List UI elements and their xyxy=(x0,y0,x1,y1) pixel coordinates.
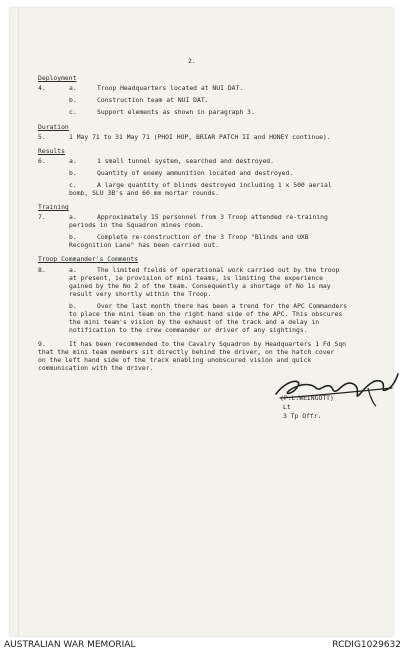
para-8-number: 8. xyxy=(38,266,46,274)
deployment-item-a-letter: a. xyxy=(69,84,77,92)
para-7-number: 7. xyxy=(38,213,46,221)
results-item-b: Quantity of enemy ammunition located and destroyed. xyxy=(97,169,294,177)
results-item-c-line2: bomb, SLU 3B's and 60 mm mortar rounds. xyxy=(69,189,220,197)
para-9-number: 9. xyxy=(38,340,46,348)
deployment-item-c: Support elements as shown in paragraph 3. xyxy=(97,108,255,116)
handwritten-signature xyxy=(272,370,402,408)
comments-item-a-line1: The limited fields of operational work carried out by the troop xyxy=(97,266,340,274)
results-item-b-letter: b. xyxy=(69,169,77,177)
signature-appointment: 3 Tp Offr. xyxy=(283,412,322,420)
para-9-line3: on the left hand side of the track enabling unobscured vision and quick xyxy=(38,356,312,364)
footer-record-id: RCDIG1029632 xyxy=(332,640,401,650)
comments-item-b-line4: notification to the crew commander or driver of any sightings. xyxy=(69,326,308,334)
deployment-item-b: Construction team at NUI DAT. xyxy=(97,96,209,104)
deployment-heading: Deployment xyxy=(38,74,77,82)
duration-text: 1 May 71 to 31 May 71 (PHOI HOP, BRIAR PATCH II and HONEY continue). xyxy=(69,133,331,141)
para-9-line2: that the mini team members sit directly behind the driver, on the hatch cover xyxy=(38,348,335,356)
para-6-number: 6. xyxy=(38,157,46,165)
comments-item-a-line3: gained by the No 2 of the team. Consequently a shortage of No 1s may xyxy=(69,282,331,290)
para-4-number: 4. xyxy=(38,84,46,92)
signature-rank: Lt xyxy=(283,403,291,411)
comments-item-a-line2: at present, ie provision of mini teams, is limiting the experience xyxy=(69,274,323,282)
deployment-item-c-letter: c. xyxy=(69,108,77,116)
comments-item-b-letter: b. xyxy=(69,302,77,310)
para-5-number: 5. xyxy=(38,133,46,141)
document-page xyxy=(10,8,393,636)
results-item-a-letter: a. xyxy=(69,157,77,165)
comments-item-b-line1: Over the last month there has been a trend for the APC Commanders xyxy=(97,302,348,310)
training-item-a-letter: a. xyxy=(69,213,77,221)
results-item-c-letter: c. xyxy=(69,181,77,189)
training-item-b-line2: Recognition Lane" has been carried out. xyxy=(69,241,220,249)
results-heading: Results xyxy=(38,147,65,155)
page-number: 2. xyxy=(188,57,196,65)
para-9-line1: It has been recommended to the Cavalry Squadron by Headquarters 1 Fd Sqn xyxy=(69,340,347,348)
comments-item-b-line3: the mini team's vision by the exhaust of the track and a delay in xyxy=(69,318,320,326)
deployment-item-b-letter: b. xyxy=(69,96,77,104)
archive-footer xyxy=(0,638,405,654)
results-item-a: 1 small tunnel system, searched and destroyed. xyxy=(97,157,274,165)
results-item-c-line1: A large quantity of blinds destroyed including 1 x 500 aerial xyxy=(97,181,332,189)
comments-item-a-line4: result very shortly within the Troop. xyxy=(69,290,212,298)
duration-heading: Duration xyxy=(38,123,69,131)
signature-name: (P.L.WEINGOTT) xyxy=(280,394,334,402)
training-item-a-line2: periods in the Squadron mines room. xyxy=(69,221,204,229)
comments-item-a-letter: a. xyxy=(69,266,77,274)
comments-item-b-line2: to place the mini team on the right hand side of the APC. This obscures xyxy=(69,310,343,318)
training-heading: Training xyxy=(38,203,69,211)
para-9-line4: communication with the driver. xyxy=(38,364,154,372)
comments-heading: Troop Commander's Comments xyxy=(38,255,139,263)
footer-institution: AUSTRALIAN WAR MEMORIAL xyxy=(4,640,136,650)
deployment-item-a: Troop Headquarters located at NUI DAT. xyxy=(97,84,244,92)
training-item-a-line1: Approximately 15 personnel from 3 Troop attended re-training xyxy=(97,213,328,221)
training-item-b-letter: b. xyxy=(69,233,77,241)
training-item-b-line1: Complete re-construction of the 3 Troop "Blinds and UXB xyxy=(97,233,309,241)
